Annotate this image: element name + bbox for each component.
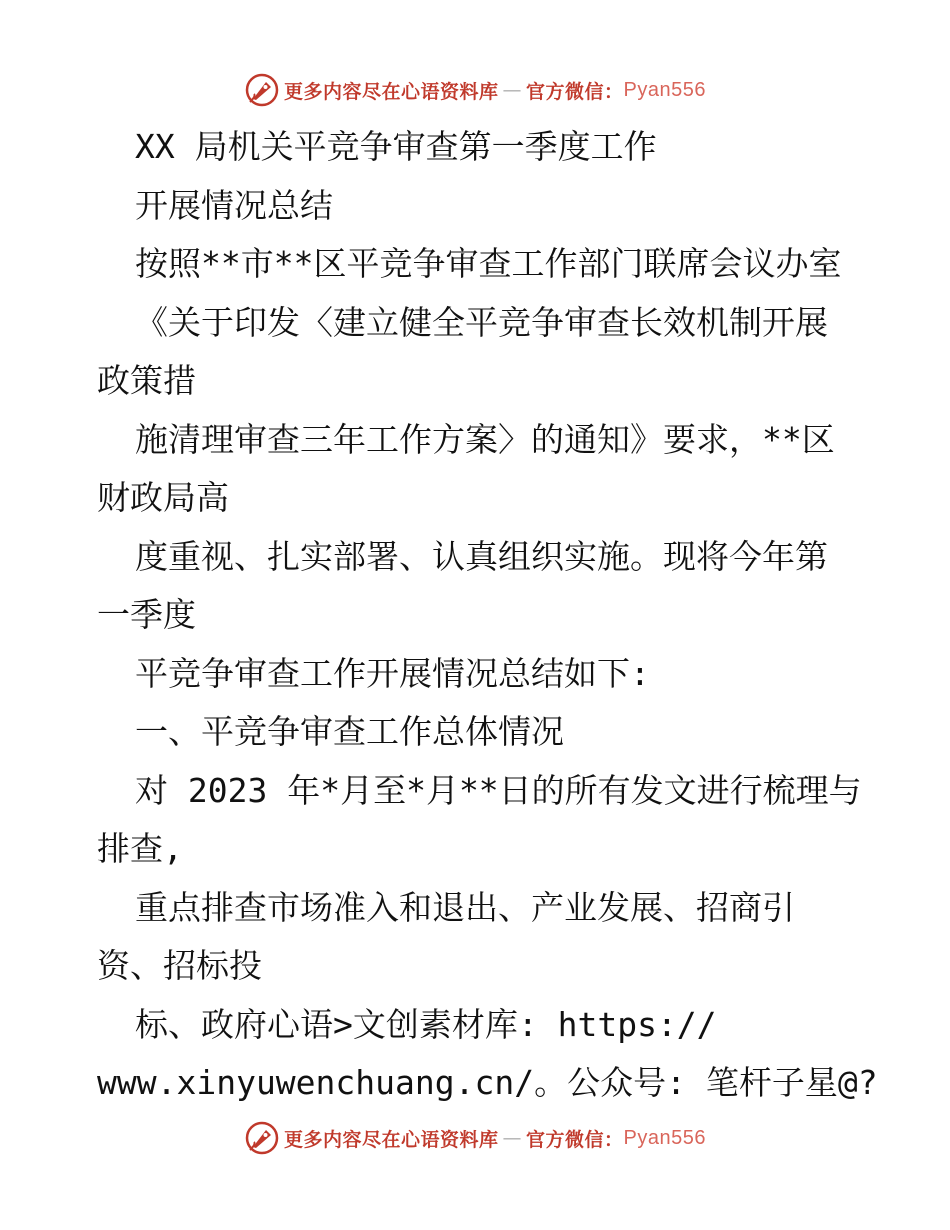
paragraph-line: 按照**市**区平竞争审查工作部门联席会议办室 <box>135 244 842 283</box>
title-line-1: XX 局机关平竞争审查第一季度工作 <box>135 127 657 166</box>
banner-official-label: 官方微信： <box>526 80 624 103</box>
banner-wechat-id: Pyan556 <box>623 78 706 101</box>
paragraph-line: 施清理审查三年工作方案〉的通知》要求，**区 <box>135 419 835 459</box>
pen-nib-logo-icon <box>244 72 280 108</box>
paragraph-line: 排查, <box>97 829 183 868</box>
paragraph-line: 《关于印发〈建立健全平竞争审查长效机制开展 <box>135 302 828 342</box>
paragraph-line: 平竞争审查工作开展情况总结如下: <box>135 653 650 693</box>
paragraph-line: www.xinyuwenchuang.cn/。公众号: 笔杆子星@? <box>97 1063 878 1102</box>
banner-brand-text: 更多内容尽在心语资料库 <box>284 1128 499 1151</box>
paragraph-line: 一季度 <box>97 595 196 634</box>
document-body <box>97 118 878 1113</box>
paragraph-line: 资、招标投 <box>97 946 262 985</box>
footer-watermark-banner <box>0 1118 950 1158</box>
banner-official-label: 官方微信： <box>526 1128 624 1151</box>
paragraph-line: 政策措 <box>97 361 196 400</box>
banner-brand-text: 更多内容尽在心语资料库 <box>284 80 499 103</box>
pen-nib-logo-icon <box>244 1120 280 1156</box>
banner-separator: — <box>502 79 523 101</box>
paragraph-line: 标、政府心语>文创素材库: https:// <box>135 1004 717 1044</box>
header-watermark-banner <box>0 70 950 110</box>
paragraph-line: 重点排查市场准入和退出、产业发展、招商引 <box>135 887 795 927</box>
section-heading: 一、平竞争审查工作总体情况 <box>135 712 564 751</box>
paragraph-line: 度重视、扎实部署、认真组织实施。现将今年第 <box>135 536 828 576</box>
title-line-2: 开展情况总结 <box>135 185 333 225</box>
paragraph-line: 财政局高 <box>97 478 229 517</box>
banner-wechat-id: Pyan556 <box>623 1126 706 1149</box>
paragraph-line: 对 2023 年*月至*月**日的所有发文进行梳理与 <box>135 770 862 810</box>
banner-separator: — <box>502 1127 523 1149</box>
